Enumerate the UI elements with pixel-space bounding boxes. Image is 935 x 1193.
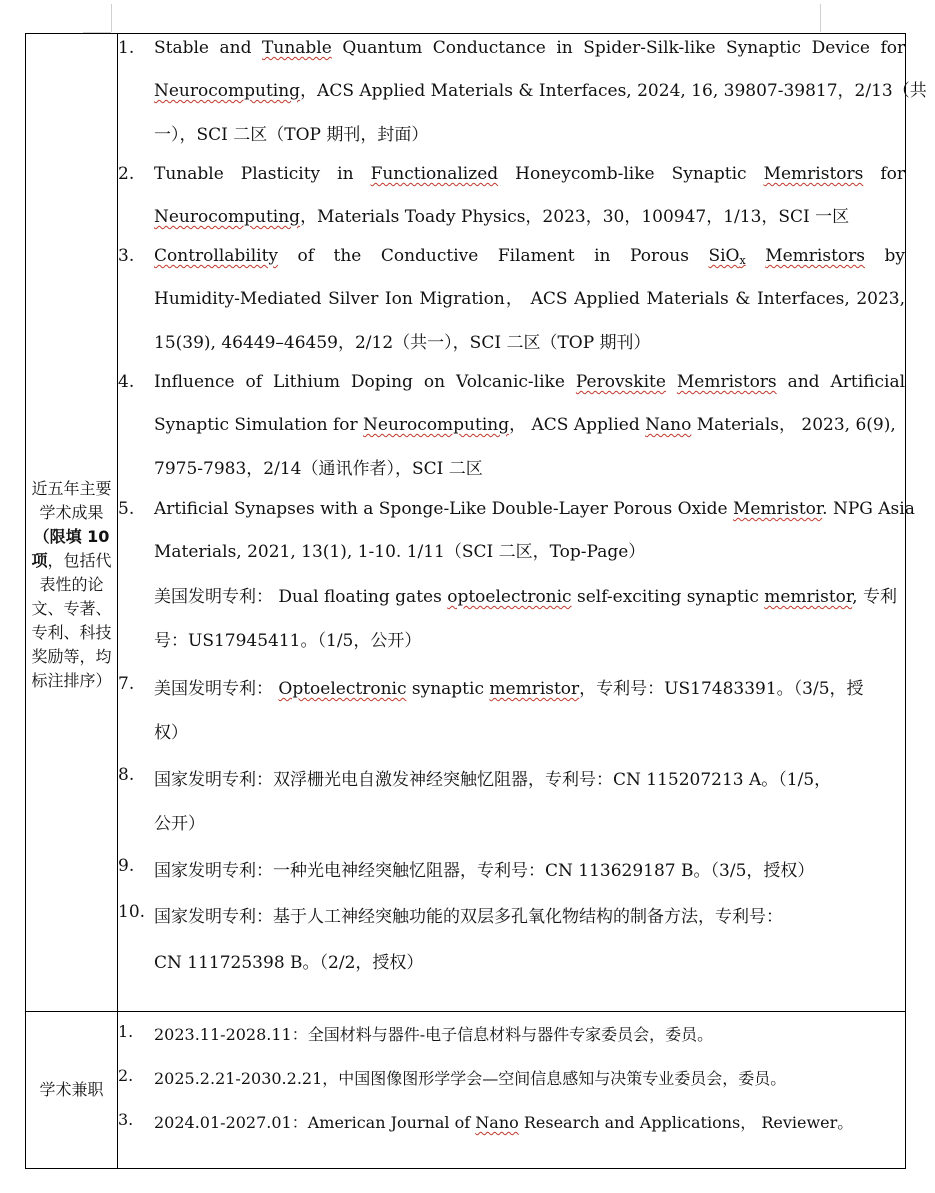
text-line: 国家发明专利：双浮栅光电自激发神经突触忆阻器，专利号：CN 115207213 A。（1/5， (154, 770, 832, 790)
item-number: 4. (118, 372, 135, 392)
text-line: 美国发明专利： Dual floating gates optoelectronic self-exciting synaptic memristor, 专利 (154, 587, 897, 607)
positions-content (118, 1012, 905, 1168)
positions-label-cell (26, 1012, 118, 1168)
item-text (154, 902, 905, 973)
text-line: 一），SCI 二区（TOP 期刊，封面） (154, 125, 429, 145)
label-line: （限填 10 (33, 526, 110, 546)
label-line: 专利、科技 (31, 622, 112, 642)
positions-row (26, 1012, 905, 1168)
text-line: Influence of Lithium Doping on Volcanic-like Perovskite Memristors and Artificial (154, 372, 906, 392)
label-line: 表性的论 (39, 574, 104, 594)
label-line: 近五年主要 (31, 478, 112, 498)
item-text (154, 246, 905, 353)
item-number: 3. (118, 1110, 134, 1129)
item-number: 5. (118, 499, 135, 519)
achievements-label-cell (26, 34, 118, 1011)
item-number: 2. (118, 164, 135, 184)
item-text (154, 499, 915, 562)
text-line: 15(39), 46449–46459，2/12（共一），SCI 二区（TOP 期刊） (154, 333, 651, 353)
text-line: Tunable Plasticity in Functionalized Honeycomb-like Synaptic Memristors for (154, 164, 906, 184)
text-line: Controllability of the Conductive Filament in Porous SiO$_x$ Memristors by (154, 246, 905, 267)
text-line: 国家发明专利：一种光电神经突触忆阻器，专利号：CN 113629187 B。（3/5，授权） (154, 861, 815, 881)
item-number: 7. (118, 674, 135, 694)
item-number: 9. (118, 856, 135, 876)
item-text (154, 164, 906, 227)
form-table (25, 33, 927, 1169)
text-line: Synaptic Simulation for Neurocomputing， ACS Applied Nano Materials， 2023, 6(9), (154, 415, 896, 435)
item-text: 2024.01-2027.01：American Journal of Nano Research and Applications， Reviewer。 (154, 1113, 854, 1132)
text-line: 公开） (154, 814, 205, 834)
text-line: Artificial Synapses with a Sponge-Like Double-Layer Porous Oxide Memristor. NPG Asia (154, 499, 915, 519)
achievements-row (26, 34, 927, 1012)
item-text (154, 674, 905, 743)
text-line: 7975-7983，2/14（通讯作者），SCI 二区 (154, 459, 483, 479)
achievements-label (31, 477, 111, 693)
item-number: 10. (118, 902, 146, 922)
text-line: CN 111725398 B。（2/2，授权） (154, 953, 424, 973)
label-line: 文、专著、 (31, 598, 112, 618)
page-corner-mark-right (820, 4, 821, 32)
text-line: 美国发明专利： Optoelectronic synaptic memristor，专利号：US17483391。（3/5，授 (154, 679, 864, 699)
item-text (154, 38, 927, 145)
item-number: 2. (118, 1066, 134, 1085)
text-line: Neurocomputing，ACS Applied Materials & Interfaces, 2024, 16, 39807-39817，2/13（共 (154, 81, 927, 101)
text-line: Humidity-Mediated Silver Ion Migration， ACS Applied Materials & Interfaces, 2023, (154, 289, 905, 309)
item-number: 3. (118, 246, 135, 266)
text-line: 权） (154, 723, 188, 743)
item-text (154, 856, 905, 881)
item-number: 8. (118, 765, 135, 785)
item-number: 1. (118, 1022, 134, 1041)
text-line: 国家发明专利：基于人工神经突触功能的双层多孔氧化物结构的制备方法，专利号： (154, 907, 783, 927)
label-line: 学术成果 (39, 502, 104, 522)
label-line: 标注排序） (31, 670, 112, 690)
item-text (154, 372, 906, 479)
item-text: 2025.2.21-2030.2.21，中国图像图形学学会—空间信息感知与决策专业委员会，委员。 (154, 1069, 787, 1088)
item-text: 2023.11-2028.11：全国材料与器件-电子信息材料与器件专家委员会，委员。 (154, 1025, 714, 1044)
item-text (154, 765, 905, 834)
text-line: Stable and Tunable Quantum Conductance in Spider-Silk-like Synaptic Device for (154, 38, 906, 58)
text-line: Neurocomputing，Materials Toady Physics，2023，30，100947，1/13，SCI 一区 (154, 207, 850, 227)
positions-label: 学术兼职 (39, 1080, 104, 1099)
page-corner-mark-left (111, 4, 112, 32)
text-line: 号：US17945411。（1/5，公开） (154, 631, 422, 651)
text-line: Materials, 2021, 13(1), 1-10. 1/11（SCI 二区，Top-Page） (154, 542, 646, 562)
item-text (154, 582, 905, 651)
label-line: 奖励等，均 (31, 646, 112, 666)
label-line: 项，包括代 (31, 550, 112, 570)
item-number: 1. (118, 38, 135, 58)
achievements-content (118, 34, 927, 1011)
